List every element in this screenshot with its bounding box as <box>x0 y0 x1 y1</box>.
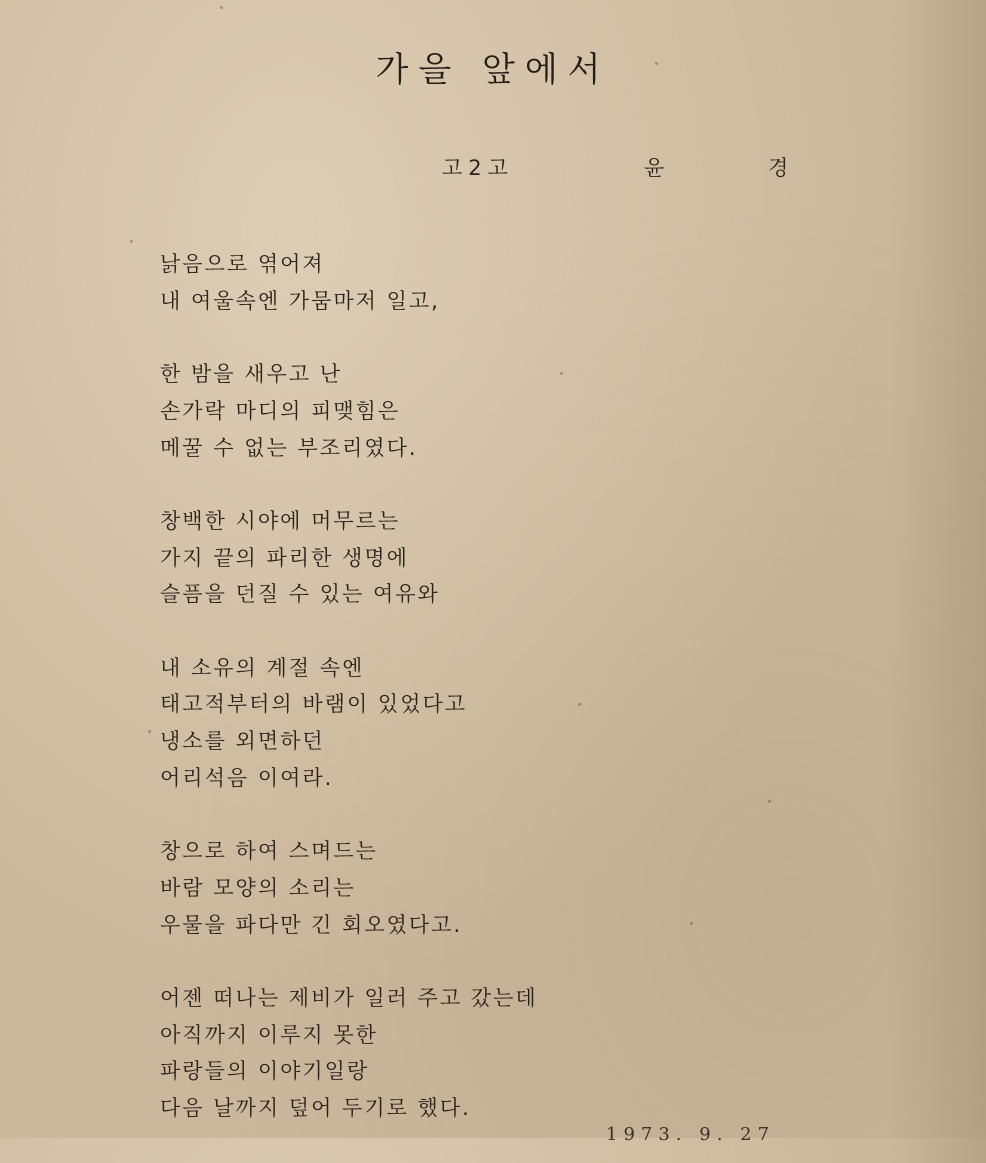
poem-line: 우물을 파다만 긴 회오였다고. <box>160 912 463 937</box>
poem-line: 슬픔을 던질 수 있는 여유와 <box>160 582 440 607</box>
author-name-part2: 경 <box>768 156 789 180</box>
poem-line: 창백한 시야에 머무르는 <box>160 508 401 533</box>
paper-speck <box>130 240 133 243</box>
poem-line: 낡음으로 엮어져 <box>160 252 325 276</box>
paper-speck <box>768 800 771 803</box>
author-school: 고2고 <box>442 156 514 180</box>
poem-line: 손가락 마디의 피맺힘은 <box>160 398 401 423</box>
author-name-part1: 윤 <box>644 156 665 180</box>
stanza-1 <box>160 246 800 319</box>
poem-line: 태고적부터의 바램이 있었다고 <box>160 692 468 717</box>
poem-line: 어젠 떠나는 제비가 일러 주고 갔는데 <box>160 985 538 1010</box>
stanza-5 <box>160 833 800 943</box>
poem-line: 한 밤을 새우고 난 <box>160 362 343 387</box>
poem-title: 가을 앞에서 <box>375 50 611 90</box>
poem-line: 가지 끝의 파리한 생명에 <box>160 545 409 570</box>
poem-line: 창으로 하여 스며드는 <box>160 839 378 864</box>
paper-speck <box>690 922 693 925</box>
poem-line: 다음 날까지 덮어 두기로 했다. <box>160 1096 471 1121</box>
poem-line: 바람 모양의 소리는 <box>160 875 356 900</box>
poem-line: 내 여울속엔 가뭄마저 일고, <box>160 288 440 313</box>
poem-line: 파랑들의 이야기일랑 <box>160 1059 370 1084</box>
stanza-4 <box>160 650 800 797</box>
paper-speck <box>578 703 581 706</box>
poem-body <box>160 246 800 1163</box>
stanza-2 <box>160 356 800 466</box>
paper-speck <box>560 372 563 375</box>
poem-line: 어리석음 이여라. <box>160 765 334 790</box>
poem-line: 냉소를 외면하던 <box>160 729 325 754</box>
poem-line: 내 소유의 계절 속엔 <box>160 655 365 680</box>
poem-line: 아직까지 이루지 못한 <box>160 1022 378 1047</box>
stanza-6 <box>160 980 800 1127</box>
paper-speck <box>220 6 223 9</box>
paper-speck <box>148 730 151 733</box>
paper-speck <box>655 62 658 65</box>
stanza-3 <box>160 503 800 613</box>
poem-line: 메꿀 수 없는 부조리였다. <box>160 435 418 460</box>
poem-date: 1973. 9. 27 <box>606 1124 776 1145</box>
